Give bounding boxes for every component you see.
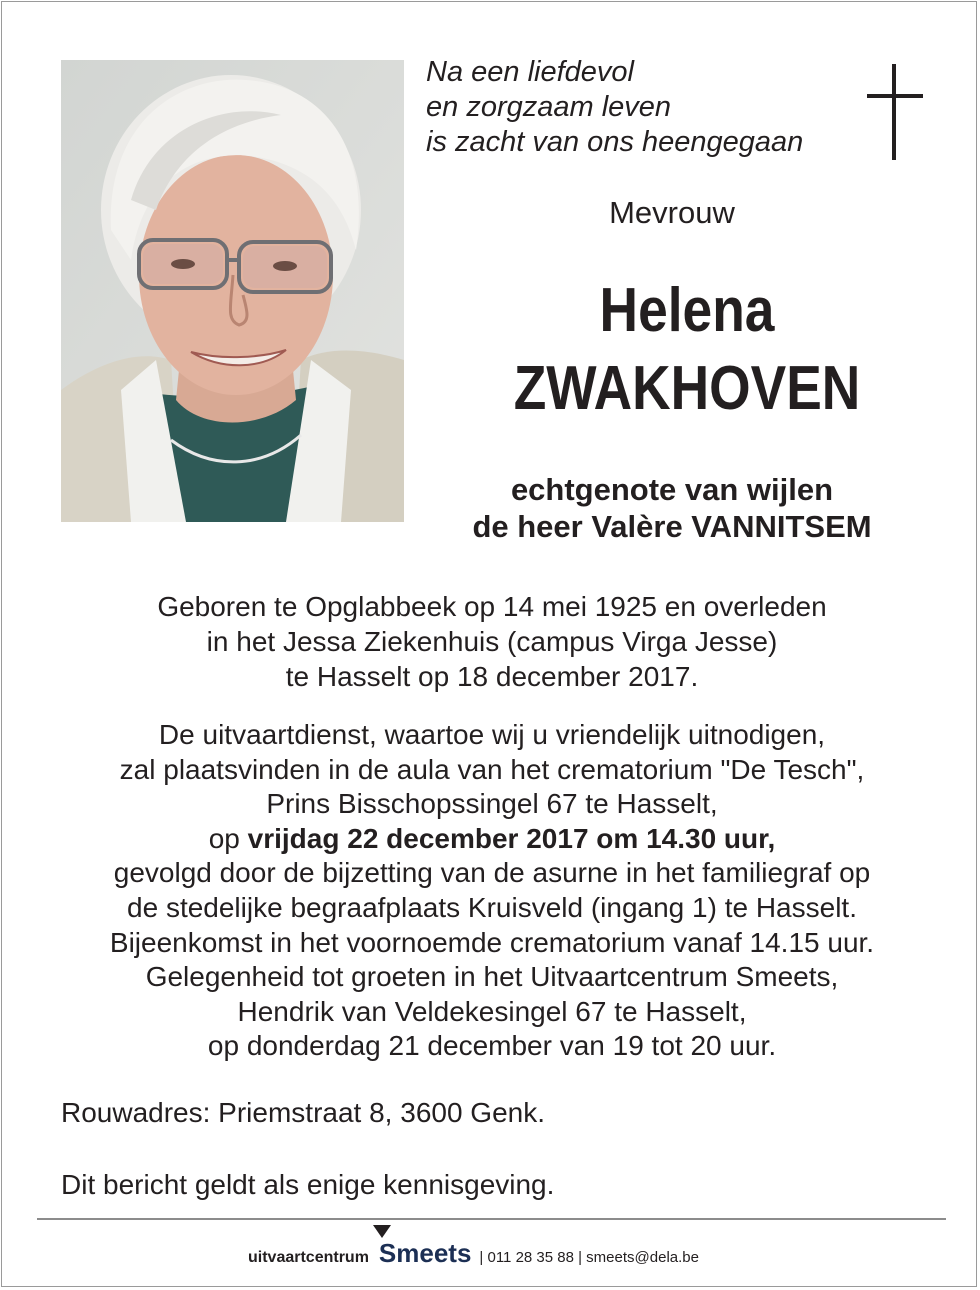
- footer-contact: | 011 28 35 88 | smeets@dela.be: [479, 1249, 699, 1266]
- funeral-home-footer: [248, 1238, 748, 1268]
- paragraph-line: te Hasselt op 18 december 2017.: [285, 661, 699, 692]
- paragraph-line: op donderdag 21 december van 19 tot 20 uur.: [207, 1030, 777, 1062]
- memorial-quote: [426, 55, 866, 160]
- paragraph-line: Hendrik van Veldekesingel 67 te Hasselt,: [237, 995, 747, 1027]
- death-notice-card: [1, 1, 977, 1287]
- service-date-line: [22, 822, 962, 857]
- service-date: vrijdag 22 december 2017 om 14.30 uur,: [247, 822, 776, 854]
- date-prefix: op: [208, 822, 248, 854]
- mourning-address: Rouwadres: Priemstraat 8, 3600 Genk.: [61, 1097, 546, 1128]
- footer-prefix: uitvaartcentrum: [248, 1249, 369, 1266]
- cross-icon: [865, 64, 925, 162]
- paragraph-line: Gelegenheid tot groeten in het Uitvaartcentrum Smeets,: [145, 961, 839, 993]
- deceased-last-name: ZWAKHOVEN: [513, 354, 861, 423]
- funeral-home-brand: Smeets: [378, 1238, 472, 1268]
- triangle-marker-icon: [373, 1225, 391, 1238]
- birth-death-paragraph: [22, 589, 962, 694]
- notice-statement: Dit bericht geldt als enige kennisgeving.: [61, 1169, 555, 1200]
- portrait-photo: [61, 60, 404, 522]
- spouse-line: de heer Valère VANNITSEM: [472, 509, 872, 544]
- paragraph-line: gevolgd door de bijzetting van de asurne in het familiegraf op: [113, 857, 871, 889]
- paragraph-line: Bijeenkomst in het voornoemde crematorium vanaf 14.15 uur.: [109, 926, 875, 958]
- funeral-service-paragraph: [22, 718, 962, 1064]
- quote-line: is zacht van ons heengegaan: [426, 126, 804, 158]
- honorific-title: Mevrouw: [609, 195, 735, 230]
- paragraph-line: zal plaatsvinden in de aula van het crematorium "De Tesch",: [119, 753, 865, 785]
- deceased-first-name: Helena: [599, 276, 775, 345]
- quote-line: Na een liefdevol: [426, 56, 634, 88]
- quote-line: en zorgzaam leven: [426, 91, 672, 123]
- paragraph-line: Geboren te Opglabbeek op 14 mei 1925 en overleden: [157, 591, 827, 622]
- paragraph-line: de stedelijke begraafplaats Kruisveld (ingang 1) te Hasselt.: [127, 891, 857, 923]
- footer-divider: [37, 1218, 946, 1220]
- paragraph-line: De uitvaartdienst, waartoe wij u vriendelijk uitnodigen,: [158, 719, 826, 750]
- paragraph-line: in het Jessa Ziekenhuis (campus Virga Jesse): [206, 626, 778, 657]
- paragraph-line: Prins Bisschopssingel 67 te Hasselt,: [266, 788, 718, 820]
- spouse-line: echtgenote van wijlen: [510, 472, 834, 507]
- spouse-info: [422, 471, 922, 545]
